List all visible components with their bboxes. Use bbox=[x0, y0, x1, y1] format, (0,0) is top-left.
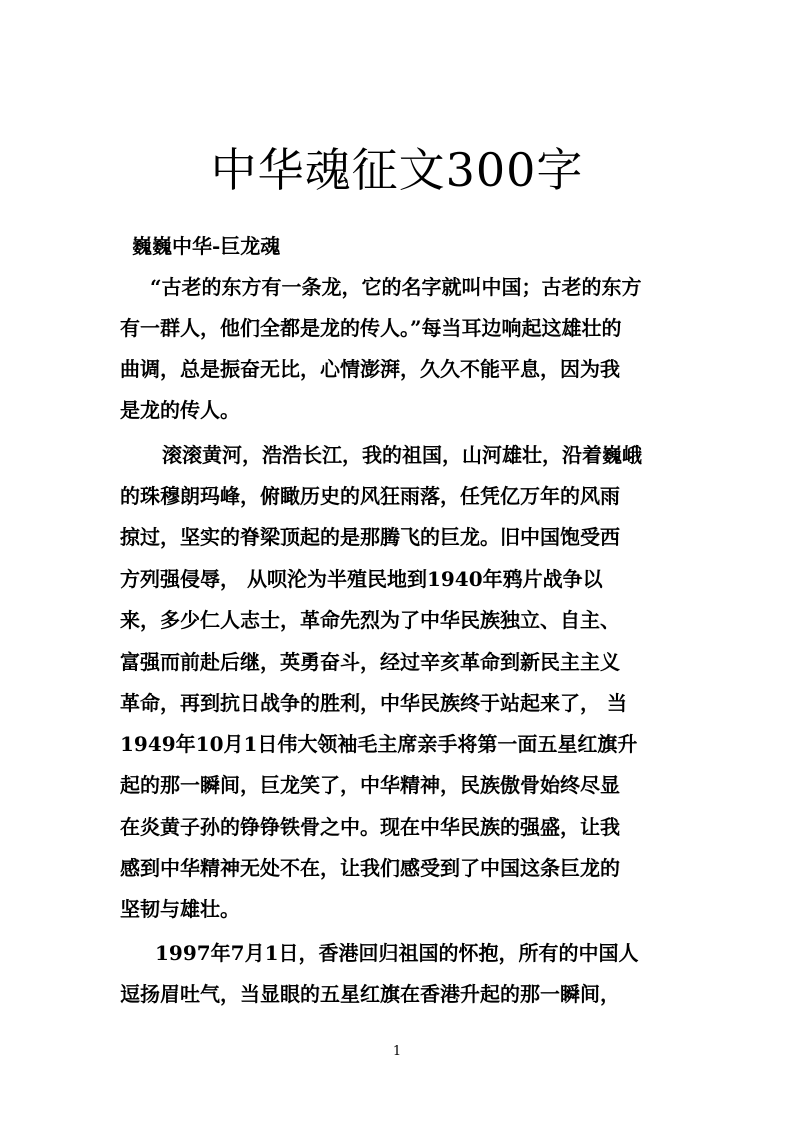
text-line: 1997年7月1日，香港回归祖国的怀抱，所有的中国人 bbox=[155, 941, 639, 965]
text-line: 1949年10月1日伟大领袖毛主席亲手将第一面五星红旗升 bbox=[120, 732, 638, 756]
section-heading: 巍巍中华-巨龙魂 bbox=[132, 234, 281, 258]
text-line: 有一群人，他们全都是龙的传人。”每当耳边响起这雄壮的 bbox=[120, 316, 622, 340]
text-line: 坚韧与雄壮。 bbox=[120, 897, 240, 921]
text-line: 感到中华精神无处不在，让我们感受到了中国这条巨龙的 bbox=[120, 856, 620, 880]
document-title: 中华魂征文300字 bbox=[210, 143, 584, 197]
text-line: 起的那一瞬间，巨龙笑了，中华精神，民族傲骨始终尽显 bbox=[120, 773, 620, 797]
text-line: 滚滚黄河，浩浩长江，我的祖国，山河雄壮，沿着巍峨 bbox=[162, 443, 642, 467]
page-number: 1 bbox=[392, 1044, 402, 1059]
text-line: 方列强侵辱， 从呗沦为半殖民地到1940年鸦片战争以 bbox=[120, 567, 603, 591]
text-line: 富强而前赴后继，英勇奋斗，经过辛亥革命到新民主主义 bbox=[120, 650, 620, 674]
text-line: 掠过，坚实的脊梁顶起的是那腾飞的巨龙。旧中国饱受西 bbox=[120, 525, 620, 549]
text-line: “古老的东方有一条龙，它的名字就叫中国；古老的东方 bbox=[150, 275, 642, 299]
text-line: 革命，再到抗日战争的胜利，中华民族终于站起来了， 当 bbox=[120, 691, 627, 715]
text-line: 来，多少仁人志士，革命先烈为了中华民族独立、自主、 bbox=[120, 608, 620, 632]
text-line: 逗扬眉吐气，当显眼的五星红旗在香港升起的那一瞬间， bbox=[120, 982, 620, 1006]
text-line: 在炎黄子孙的铮铮铁骨之中。现在中华民族的强盛，让我 bbox=[120, 815, 620, 839]
text-line: 曲调，总是振奋无比，心情澎湃，久久不能平息，因为我 bbox=[120, 357, 620, 381]
text-line: 的珠穆朗玛峰，俯瞰历史的风狂雨落，任凭亿万年的风雨 bbox=[120, 484, 620, 508]
text-line: 是龙的传人。 bbox=[120, 398, 240, 422]
